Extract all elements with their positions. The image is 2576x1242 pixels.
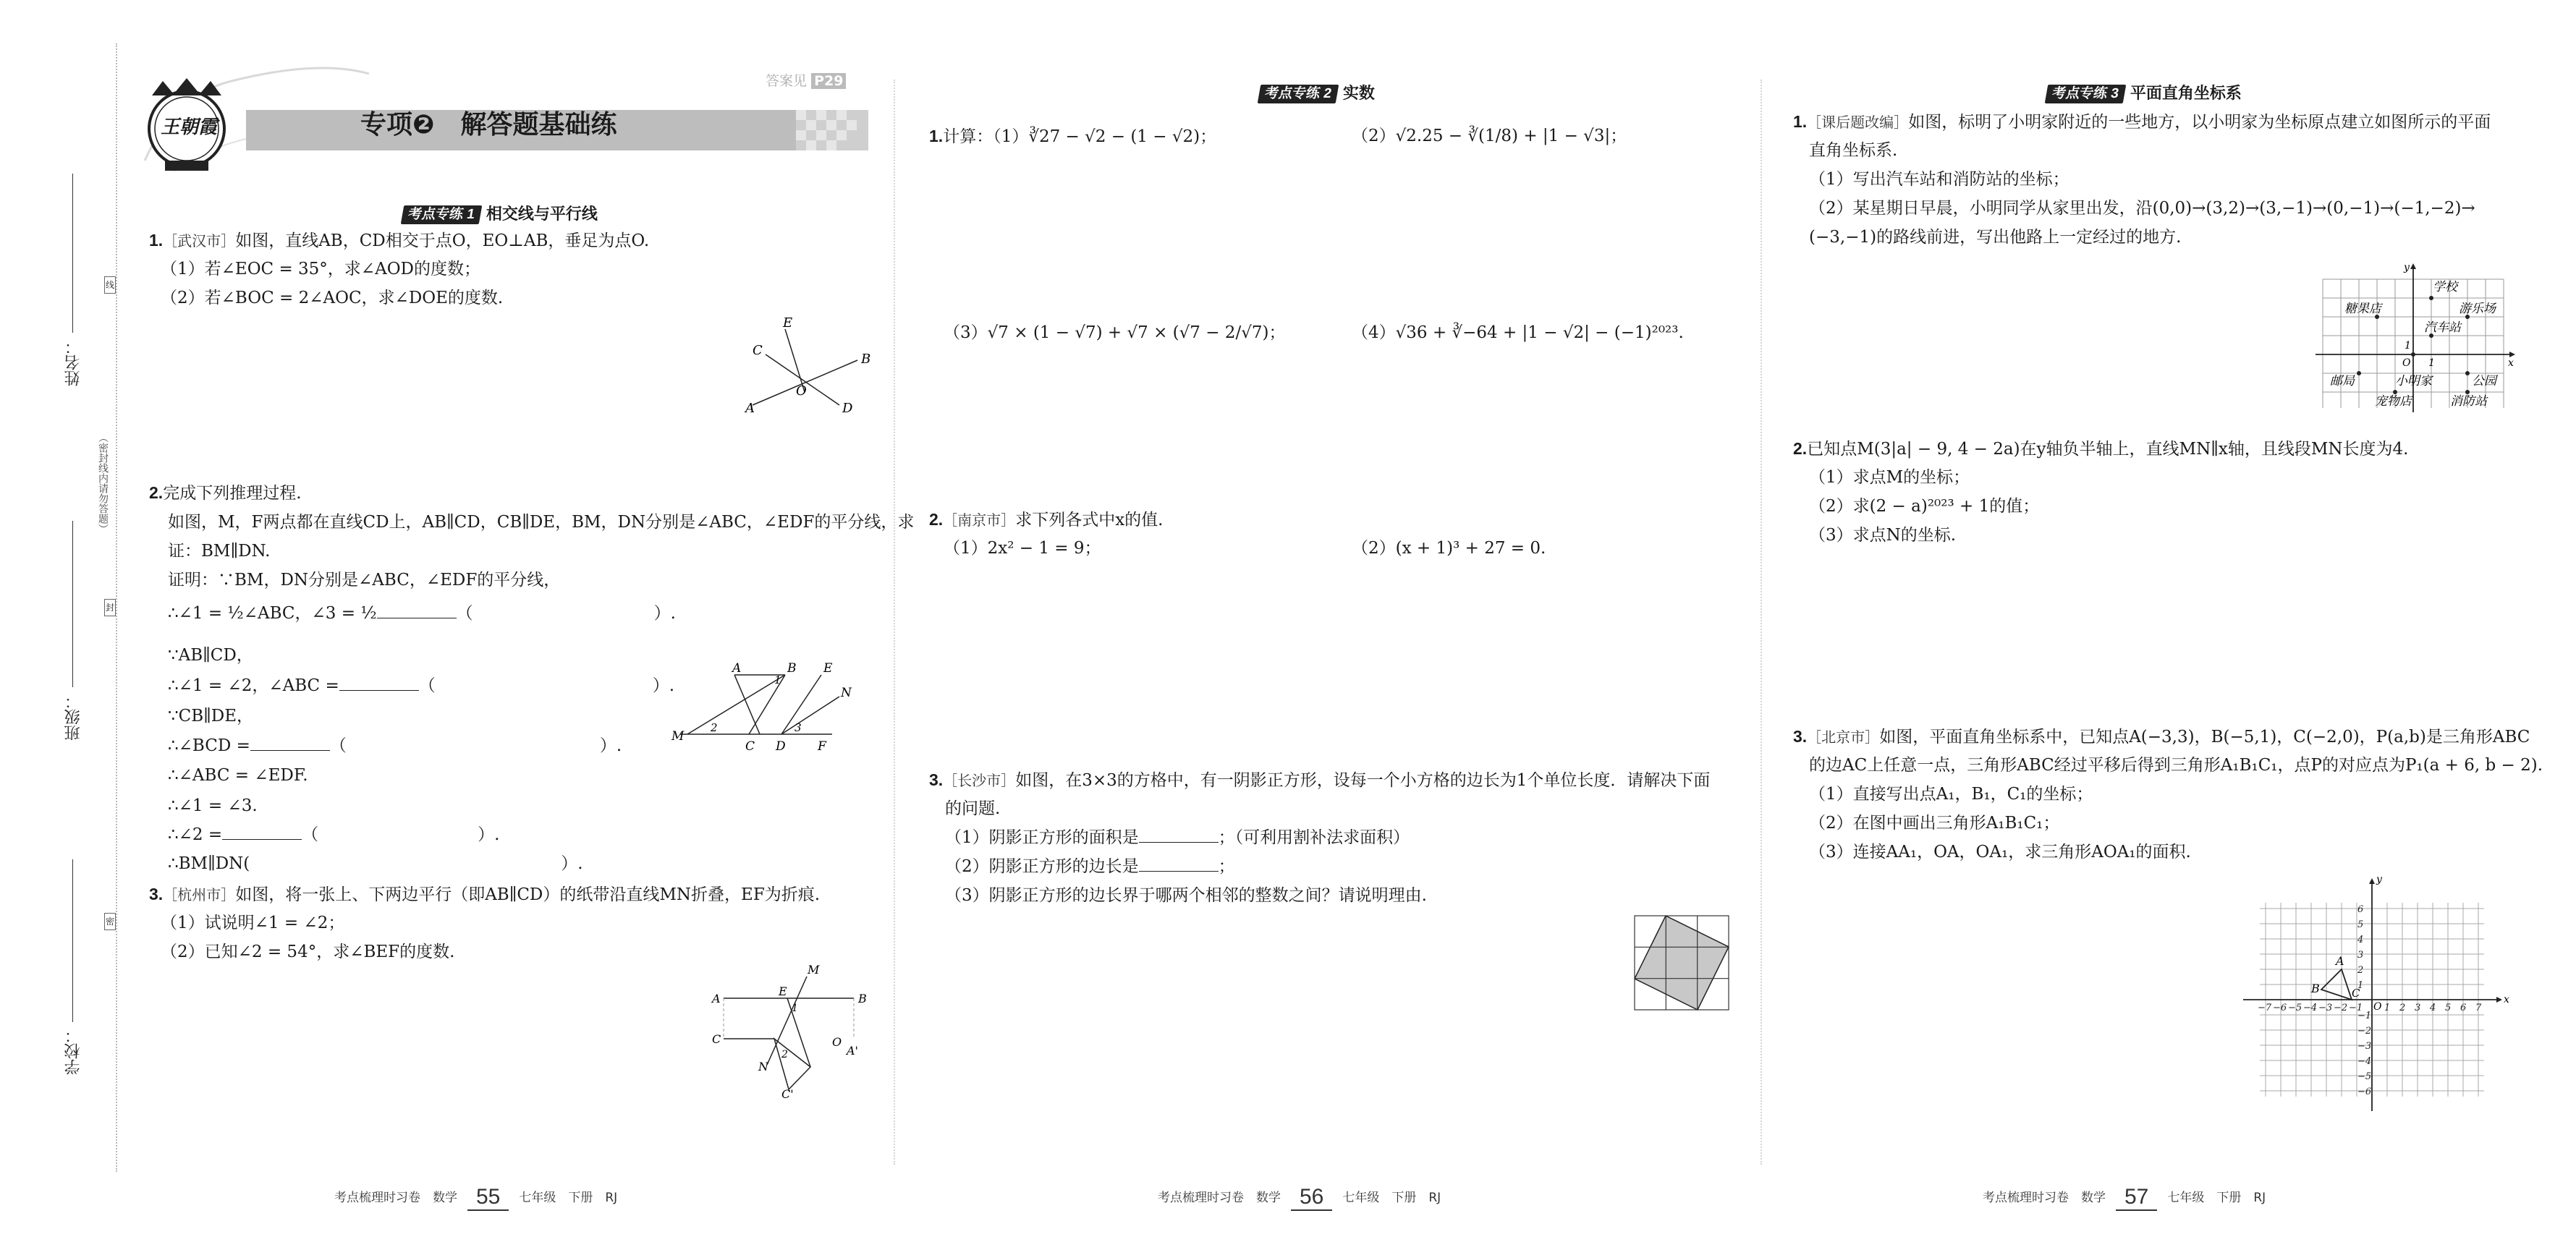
page-divider-1 xyxy=(894,80,895,1165)
x-tick-label: 1 xyxy=(2384,1003,2391,1013)
map-y-label: y xyxy=(2404,262,2410,273)
p57-q3-part1: （1）直接写出点A₁，B₁，C₁的坐标； xyxy=(1809,785,2093,804)
svg-text:B: B xyxy=(858,992,867,1005)
p57-q3-number: 3. xyxy=(1793,727,1808,746)
p57-q3-source: ［北京市］ xyxy=(1807,728,1880,746)
y-tick-label: −5 xyxy=(2357,1071,2372,1082)
p57-footer xyxy=(1983,1185,2266,1211)
section-heading-3 xyxy=(2046,81,2242,103)
p55-q2-line6 xyxy=(168,674,674,697)
p57-q3-part3: （3）连接AA₁，OA，OA₁，求三角形AOA₁的面积. xyxy=(1809,843,2191,862)
svg-text:y: y xyxy=(2376,875,2382,885)
p56-q3-part2 xyxy=(945,855,1235,878)
p57-q1-number: 1. xyxy=(1793,112,1808,131)
answer-reference xyxy=(766,69,846,93)
p55-q3-part1: （1）试说明∠1 = ∠2； xyxy=(161,914,345,932)
binding-tab-mid: 封 xyxy=(104,599,116,616)
x-tick-label: −5 xyxy=(2288,1003,2302,1013)
p56-q3-grid-figure xyxy=(1634,915,1729,1011)
p56-q3-text: 如图，在3×3的方格中，有一阴影正方形，设每一个小方格的边长为1个单位长度．请解决下面 xyxy=(1015,771,1711,790)
p57-q1-part1: （1）写出汽车站和消防站的坐标； xyxy=(1809,170,2069,189)
page-title: 专项❷ 解答题基础练 xyxy=(360,110,617,140)
p55-q1-source: ［武汉市］ xyxy=(163,232,236,250)
p55-q2-paren-close-5: ）. xyxy=(561,854,583,873)
map-fire-label: 消防站 xyxy=(2450,394,2487,409)
svg-text:A': A' xyxy=(847,1044,858,1058)
x-tick-label: 2 xyxy=(2399,1003,2406,1013)
p56-q2-number: 2. xyxy=(929,510,944,529)
p55-q2-line8 xyxy=(168,734,622,757)
p57-q3-part2: （2）在图中画出三角形A₁B₁C₁； xyxy=(1809,814,2060,833)
p56-q1-part4: （4）√36 + ∛−64 + |1 − √2| − (−1)²⁰²³. xyxy=(1352,323,1684,342)
p55-q2-paren-close-2: ）. xyxy=(652,676,675,695)
svg-text:C': C' xyxy=(781,1087,794,1099)
p57-q3-coordinate-grid xyxy=(2236,875,2511,1114)
p55-q3-figure xyxy=(702,962,876,1099)
p57-q2-text: 已知点M(3|a| − 9, 4 − 2a)在y轴负半轴上，直线MN∥x轴，且线段MN长度为4. xyxy=(1807,440,2409,459)
section-tag-3: 考点专练 3 xyxy=(2045,85,2126,103)
p56-q2-part2: （2）(x + 1)³ + 27 = 0. xyxy=(1352,539,1546,558)
svg-text:A: A xyxy=(2336,954,2344,968)
p55-q2-line4 xyxy=(168,602,676,625)
section-heading-2 xyxy=(1259,81,1375,103)
p56-q1-lead: 计算： xyxy=(943,127,993,146)
p55-q2-line9: ∴∠ABC = ∠EDF. xyxy=(168,766,308,785)
p56-q3-part2-end: ； xyxy=(1218,857,1235,876)
p56-q1-part1: （1）∛27 − √2 − (1 − √2)； xyxy=(993,127,1217,146)
svg-text:2: 2 xyxy=(781,1049,788,1060)
map-tick-x1: 1 xyxy=(2428,357,2435,369)
p56-q2-source: ［南京市］ xyxy=(943,511,1016,529)
p56-q3-part1 xyxy=(945,826,1410,849)
p55-q1-figure xyxy=(731,311,883,420)
p57-footer-grade: 七年级 下册 RJ xyxy=(2167,1191,2266,1205)
p56-q1-part3: （3）√7 × (1 − √7) + √7 × (√7 − 2/√7)； xyxy=(944,323,1286,342)
svg-text:N: N xyxy=(841,686,852,700)
p55-q1-part1: （1）若∠EOC = 35°，求∠AOD的度数； xyxy=(161,260,480,278)
x-tick-label: 7 xyxy=(2475,1003,2482,1013)
p57-q3-stem xyxy=(1793,725,2530,749)
y-tick-label: −2 xyxy=(2357,1026,2372,1037)
map-cinema-label: 糖果店 xyxy=(2344,302,2381,316)
p55-q3-text: 如图，将一张上、下两边平行（即AB∥CD）的纸带沿直线MN折叠，EF为折痕. xyxy=(235,885,821,904)
svg-text:C: C xyxy=(712,1032,721,1046)
binding-dotted-line xyxy=(116,43,117,1172)
p55-q3-stem xyxy=(149,882,820,906)
p57-q3-text2: 的边AC上任意一点，三角形ABC经过平移后得到三角形A₁B₁C₁，点P的对应点为P₁(a + 6, b − 2). xyxy=(1809,756,2543,775)
map-amusement-label: 游乐场 xyxy=(2459,302,2496,316)
p55-q2-line12 xyxy=(168,852,583,875)
map-post-label: 邮局 xyxy=(2330,374,2355,388)
x-tick-label: −1 xyxy=(2349,1003,2363,1013)
p55-footer-book: 考点梳理时习卷 数学 xyxy=(334,1191,457,1205)
svg-text:O: O xyxy=(2373,1001,2382,1013)
p55-q3-part2: （2）已知∠2 = 54°，求∠BEF的度数. xyxy=(161,943,455,961)
p57-q2-part3: （3）求点N的坐标. xyxy=(1809,526,1957,545)
p57-q3-text: 如图，平面直角坐标系中，已知点A(−3,3)，B(−5,1)，C(−2,0)，P(a,b)是三角形ABC xyxy=(1879,728,2530,747)
svg-text:D: D xyxy=(776,739,786,754)
p55-page-number: 55 xyxy=(467,1185,509,1211)
p56-q3-part3: （3）阴影正方形的边长界于哪两个相邻的整数之间？请说明理由. xyxy=(945,886,1427,905)
p56-q2-stem xyxy=(929,508,1163,532)
p56-footer xyxy=(1158,1185,1441,1211)
p55-q2-line11 xyxy=(168,823,499,846)
map-origin-label: O xyxy=(2402,357,2411,369)
p57-q1-source: ［课后题改编］ xyxy=(1807,114,1909,131)
map-bus-label: 汽车站 xyxy=(2424,320,2461,335)
svg-text:M: M xyxy=(671,729,685,744)
p56-q3-stem xyxy=(929,768,1710,792)
p57-q2-part2: （2）求(2 − a)²⁰²³ + 1的值； xyxy=(1809,497,2040,516)
p55-q1-text: 如图，直线AB，CD相交于点O，EO⊥AB，垂足为点O. xyxy=(235,231,650,250)
p57-q1-stem xyxy=(1793,110,2491,134)
p56-q3-blank2[interactable] xyxy=(1139,858,1219,872)
map-school-label: 学校 xyxy=(2433,280,2457,294)
svg-text:C: C xyxy=(745,739,755,754)
p55-q2-stem xyxy=(149,481,302,505)
svg-text:B: B xyxy=(2311,982,2320,995)
p57-q1-part2: （2）某星期日早晨，小明同学从家里出发，沿(0,0)→(3,2)→(3,−1)→(0,−1)→(−1,−2)→ xyxy=(1809,199,2475,218)
school-blank[interactable] xyxy=(72,859,73,1022)
section-tag-2: 考点专练 2 xyxy=(1258,85,1339,103)
p56-footer-book: 考点梳理时习卷 数学 xyxy=(1158,1191,1281,1205)
p55-q2-paren-close-3: ）. xyxy=(599,736,622,755)
section-title-1: 相交线与平行线 xyxy=(486,205,598,223)
map-x-label: x xyxy=(2508,357,2514,369)
p56-q3-part1-text: （1）阴影正方形的面积是 xyxy=(945,828,1139,847)
y-tick-label: −3 xyxy=(2357,1041,2372,1052)
p57-page-number: 57 xyxy=(2116,1185,2157,1211)
p55-q2-blank1[interactable] xyxy=(377,605,457,618)
svg-text:C: C xyxy=(753,343,763,358)
p55-q2-blank2[interactable] xyxy=(339,677,419,691)
p57-footer-book: 考点梳理时习卷 数学 xyxy=(1983,1191,2106,1205)
p55-q2-paren-close-1: ）. xyxy=(653,604,676,623)
x-tick-label: 6 xyxy=(2460,1003,2467,1013)
y-tick-label: 1 xyxy=(2357,980,2364,991)
map-tick-y1: 1 xyxy=(2405,340,2411,352)
svg-text:A: A xyxy=(732,662,742,676)
school-label: 学校： xyxy=(64,1027,82,1075)
map-park-label: 公园 xyxy=(2472,374,2496,388)
y-tick-label: 6 xyxy=(2357,904,2364,915)
p55-q2-figure xyxy=(666,662,861,756)
seal-note: （密封线内请勿答题） xyxy=(97,433,109,534)
p55-q2-intro: 完成下列推理过程. xyxy=(163,484,302,503)
svg-text:1: 1 xyxy=(792,1003,798,1014)
p55-q2-number: 2. xyxy=(149,483,164,502)
p57-q2-part1: （1）求点M的坐标； xyxy=(1809,468,1970,487)
p55-q1-number: 1. xyxy=(149,231,164,250)
x-tick-label: −6 xyxy=(2273,1003,2287,1013)
class-blank[interactable] xyxy=(72,521,73,687)
p56-q1-number: 1. xyxy=(929,127,944,145)
p56-q1-stem xyxy=(929,124,1216,148)
p57-q1-text2: 直角坐标系. xyxy=(1809,141,1898,160)
p56-q3-text2: 的问题. xyxy=(945,799,1001,818)
binding-tab-low: 密 xyxy=(104,913,116,930)
p55-q2-blank3[interactable] xyxy=(250,737,330,751)
y-tick-label: −1 xyxy=(2357,1011,2372,1021)
p57-q1-part2b: (−3,−1)的路线前进，写出他路上一定经过的地方. xyxy=(1809,228,2182,247)
p55-q2-line3: 证明：∵BM，DN分别是∠ABC，∠EDF的平分线， xyxy=(168,571,561,590)
p55-q2-line4-text: ∴∠1 = ½∠ABC，∠3 = ½ xyxy=(168,604,377,623)
p57-q2-number: 2. xyxy=(1793,439,1808,458)
x-tick-label: 5 xyxy=(2445,1003,2452,1013)
svg-text:x: x xyxy=(2504,994,2509,1005)
svg-text:B: B xyxy=(861,352,871,367)
p56-q3-blank1[interactable] xyxy=(1139,829,1219,843)
y-tick-label: 5 xyxy=(2357,919,2364,930)
svg-text:C: C xyxy=(2352,987,2360,1000)
y-tick-label: −6 xyxy=(2357,1086,2372,1097)
p56-q3-source: ［长沙市］ xyxy=(943,772,1016,789)
p55-q2-paren-open-1: （ xyxy=(456,604,473,623)
p55-q1-part2: （2）若∠BOC = 2∠AOC，求∠DOE的度数. xyxy=(161,289,504,307)
x-tick-label: −2 xyxy=(2334,1003,2348,1013)
svg-text:2: 2 xyxy=(711,721,718,734)
name-blank[interactable] xyxy=(72,174,73,333)
binding-tab-top: 线 xyxy=(104,276,116,294)
p55-q2-line12-text: ∴BM∥DN( xyxy=(168,854,250,873)
x-tick-label: −3 xyxy=(2318,1003,2333,1013)
y-tick-label: −4 xyxy=(2357,1056,2372,1067)
svg-text:O: O xyxy=(832,1035,842,1049)
p55-q1-stem xyxy=(149,229,649,252)
p57-q1-text: 如图，标明了小明家附近的一些地方，以小明家为坐标原点建立如图所示的平面 xyxy=(1908,113,2491,132)
p55-q2-line8-text: ∴∠BCD = xyxy=(168,736,250,755)
svg-text:E: E xyxy=(823,662,833,676)
p56-footer-grade: 七年级 下册 RJ xyxy=(1342,1191,1441,1205)
svg-text:3: 3 xyxy=(795,721,802,734)
section-tag-1: 考点专练 1 xyxy=(401,205,482,224)
p56-q3-number: 3. xyxy=(929,770,944,789)
p55-footer-grade: 七年级 下册 RJ xyxy=(519,1191,618,1205)
p55-q2-paren-close-4: ）. xyxy=(478,825,500,844)
section-title-3: 平面直角坐标系 xyxy=(2130,84,2242,102)
svg-text:F: F xyxy=(818,739,826,754)
p56-q2-part1: （1）2x² − 1 = 9； xyxy=(944,539,1101,558)
page-divider-2 xyxy=(1761,80,1762,1165)
p57-q2-stem xyxy=(1793,437,2408,461)
map-pet-label: 宠物店 xyxy=(2375,394,2412,409)
p56-page-number: 56 xyxy=(1291,1185,1332,1211)
class-label: 班级： xyxy=(64,693,82,741)
svg-text:B: B xyxy=(787,662,797,676)
name-label: 姓名： xyxy=(64,339,82,386)
y-tick-label: 2 xyxy=(2357,965,2364,976)
section-heading-1 xyxy=(402,202,598,224)
p56-q2-text: 求下列各式中x的值. xyxy=(1015,511,1164,529)
p55-q2-line10: ∴∠1 = ∠3. xyxy=(168,796,258,815)
p56-q3-part1-hint: ；（可利用割补法求面积） xyxy=(1218,828,1410,847)
svg-text:D: D xyxy=(842,401,853,416)
svg-text:1: 1 xyxy=(774,673,781,686)
p55-q3-source: ［杭州市］ xyxy=(163,886,236,903)
y-tick-label: 4 xyxy=(2357,935,2364,945)
svg-text:M: M xyxy=(808,963,820,977)
p57-q1-map-figure xyxy=(2308,260,2518,420)
p56-q1-part2: （2）√2.25 − ∛(1/8) + |1 − √3|； xyxy=(1352,127,1627,145)
section-title-2: 实数 xyxy=(1342,84,1375,102)
p55-q2-blank4[interactable] xyxy=(222,826,302,840)
p55-q2-line5: ∵AB∥CD， xyxy=(168,646,253,665)
x-tick-label: 3 xyxy=(2415,1003,2421,1013)
x-tick-label: 4 xyxy=(2430,1003,2436,1013)
p55-footer xyxy=(334,1185,617,1211)
p55-q2-line7: ∵CB∥DE， xyxy=(168,707,253,726)
p55-q2-paren-open-3: （ xyxy=(329,736,347,755)
x-tick-label: −4 xyxy=(2303,1003,2318,1013)
answer-page-badge: P29 xyxy=(811,73,846,89)
p55-q2-line6-text: ∴∠1 = ∠2，∠ABC = xyxy=(168,676,339,695)
logo-text: 王朝霞 xyxy=(161,116,218,138)
svg-text:N: N xyxy=(758,1060,768,1073)
map-home-label: 小明家 xyxy=(2395,374,2432,388)
svg-text:E: E xyxy=(779,984,787,998)
answer-ref-label: 答案见 xyxy=(766,73,808,89)
svg-text:A: A xyxy=(712,992,721,1005)
p56-q3-part2-text: （2）阴影正方形的边长是 xyxy=(945,857,1139,876)
p55-q2-paren-open-4: （ xyxy=(302,825,319,844)
p55-q2-paren-open-2: （ xyxy=(418,676,436,695)
p55-q3-number: 3. xyxy=(149,885,164,903)
p55-q2-line11-text: ∴∠2 = xyxy=(168,825,223,844)
svg-text:A: A xyxy=(745,401,755,416)
svg-text:O: O xyxy=(796,383,807,399)
svg-text:E: E xyxy=(783,315,793,331)
y-tick-label: 3 xyxy=(2357,950,2364,961)
p55-q2-line1: 如图，M，F两点都在直线CD上，AB∥CD，CB∥DE，BM，DN分别是∠ABC，∠EDF的平分线，求 xyxy=(168,513,915,532)
p55-q2-line2: 证：BM∥DN. xyxy=(168,542,271,561)
x-tick-label: −7 xyxy=(2258,1003,2272,1013)
